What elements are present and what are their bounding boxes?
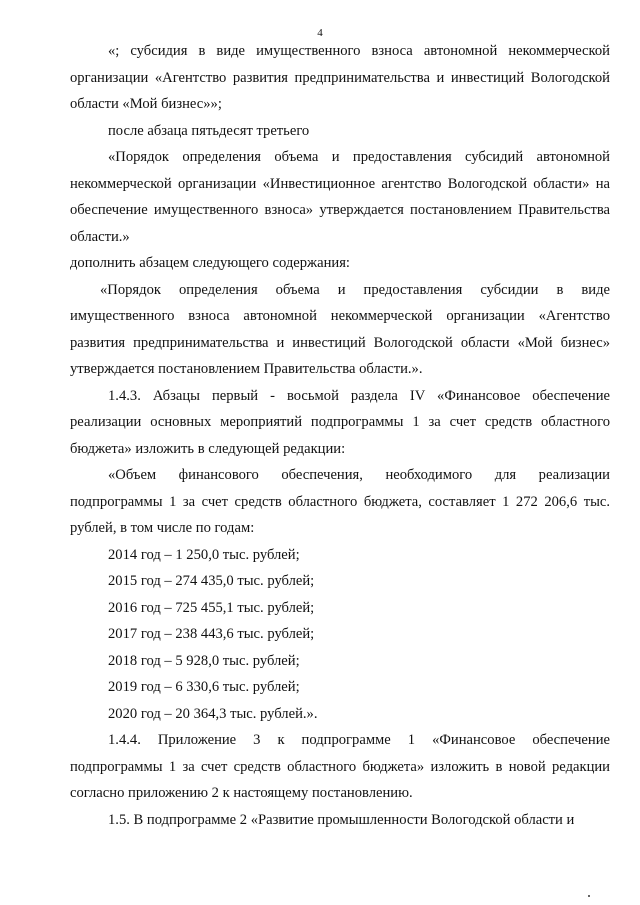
year-line-2014: 2014 год – 1 250,0 тыс. рублей; — [108, 546, 300, 563]
paragraph-1-4-3: 1.4.3. Абзацы первый - восьмой раздела IV «Финансовое обеспечение реализации основных мероприятий подпрограммы 1 за счет средств областного бюджета» изложить в следующей редакции: — [70, 387, 610, 457]
year-line-2017: 2017 год – 238 443,6 тыс. рублей; — [108, 626, 315, 642]
paragraph-1-4-4: 1.4.4. Приложение 3 к подпрограмме 1 «Финансовое обеспечение подпрограммы 1 за счет средств областного бюджета» изложить в новой редакции согласно приложению 2 к настоящему постановлению. — [70, 732, 610, 801]
paragraph-subsidy-amendment: «; субсидия в виде имущественного взноса автономной некоммерческой организации «Агентство развития предпринимательства и инвестиций Вологодской области «Мой бизнес»»; — [70, 43, 610, 112]
paragraph-funding-volume: «Объем финансового обеспечения, необходимого для реализации подпрограммы 1 за счет средств областного бюджета, составляет 1 272 206,6 тыс. рублей, в том числе по годам: — [70, 467, 610, 536]
scan-speck — [588, 895, 590, 897]
year-line-2015: 2015 год – 274 435,0 тыс. рублей; — [108, 573, 315, 589]
paragraph-after-53: после абзаца пятьдесят третьего — [108, 122, 310, 139]
paragraph-supplement: дополнить абзацем следующего содержания: — [70, 255, 350, 271]
paragraph-order-investment-agency: «Порядок определения объема и предоставления субсидий автономной некоммерческой организации «Инвестиционное агентство Вологодской области» на обеспечение имущественного взноса» утверждается постановлением Правительства области.» — [70, 149, 610, 245]
document-body — [70, 38, 610, 833]
year-line-2018: 2018 год – 5 928,0 тыс. рублей; — [108, 652, 300, 669]
year-line-2019: 2019 год – 6 330,6 тыс. рублей; — [108, 679, 300, 695]
paragraph-order-my-business: «Порядок определения объема и предоставления субсидии в виде имущественного взноса автономной некоммерческой организации «Агентство развития предпринимательства и инвестиций Вологодской области «Мой бизнес» утверждается постановлением Правительства области.». — [70, 281, 610, 377]
year-line-2020: 2020 год – 20 364,3 тыс. рублей.». — [108, 705, 318, 722]
year-line-2016: 2016 год – 725 455,1 тыс. рублей; — [108, 599, 315, 616]
paragraph-1-5: 1.5. В подпрограмме 2 «Развитие промышленности Вологодской области и — [108, 811, 575, 828]
page-number: 4 — [317, 27, 323, 39]
